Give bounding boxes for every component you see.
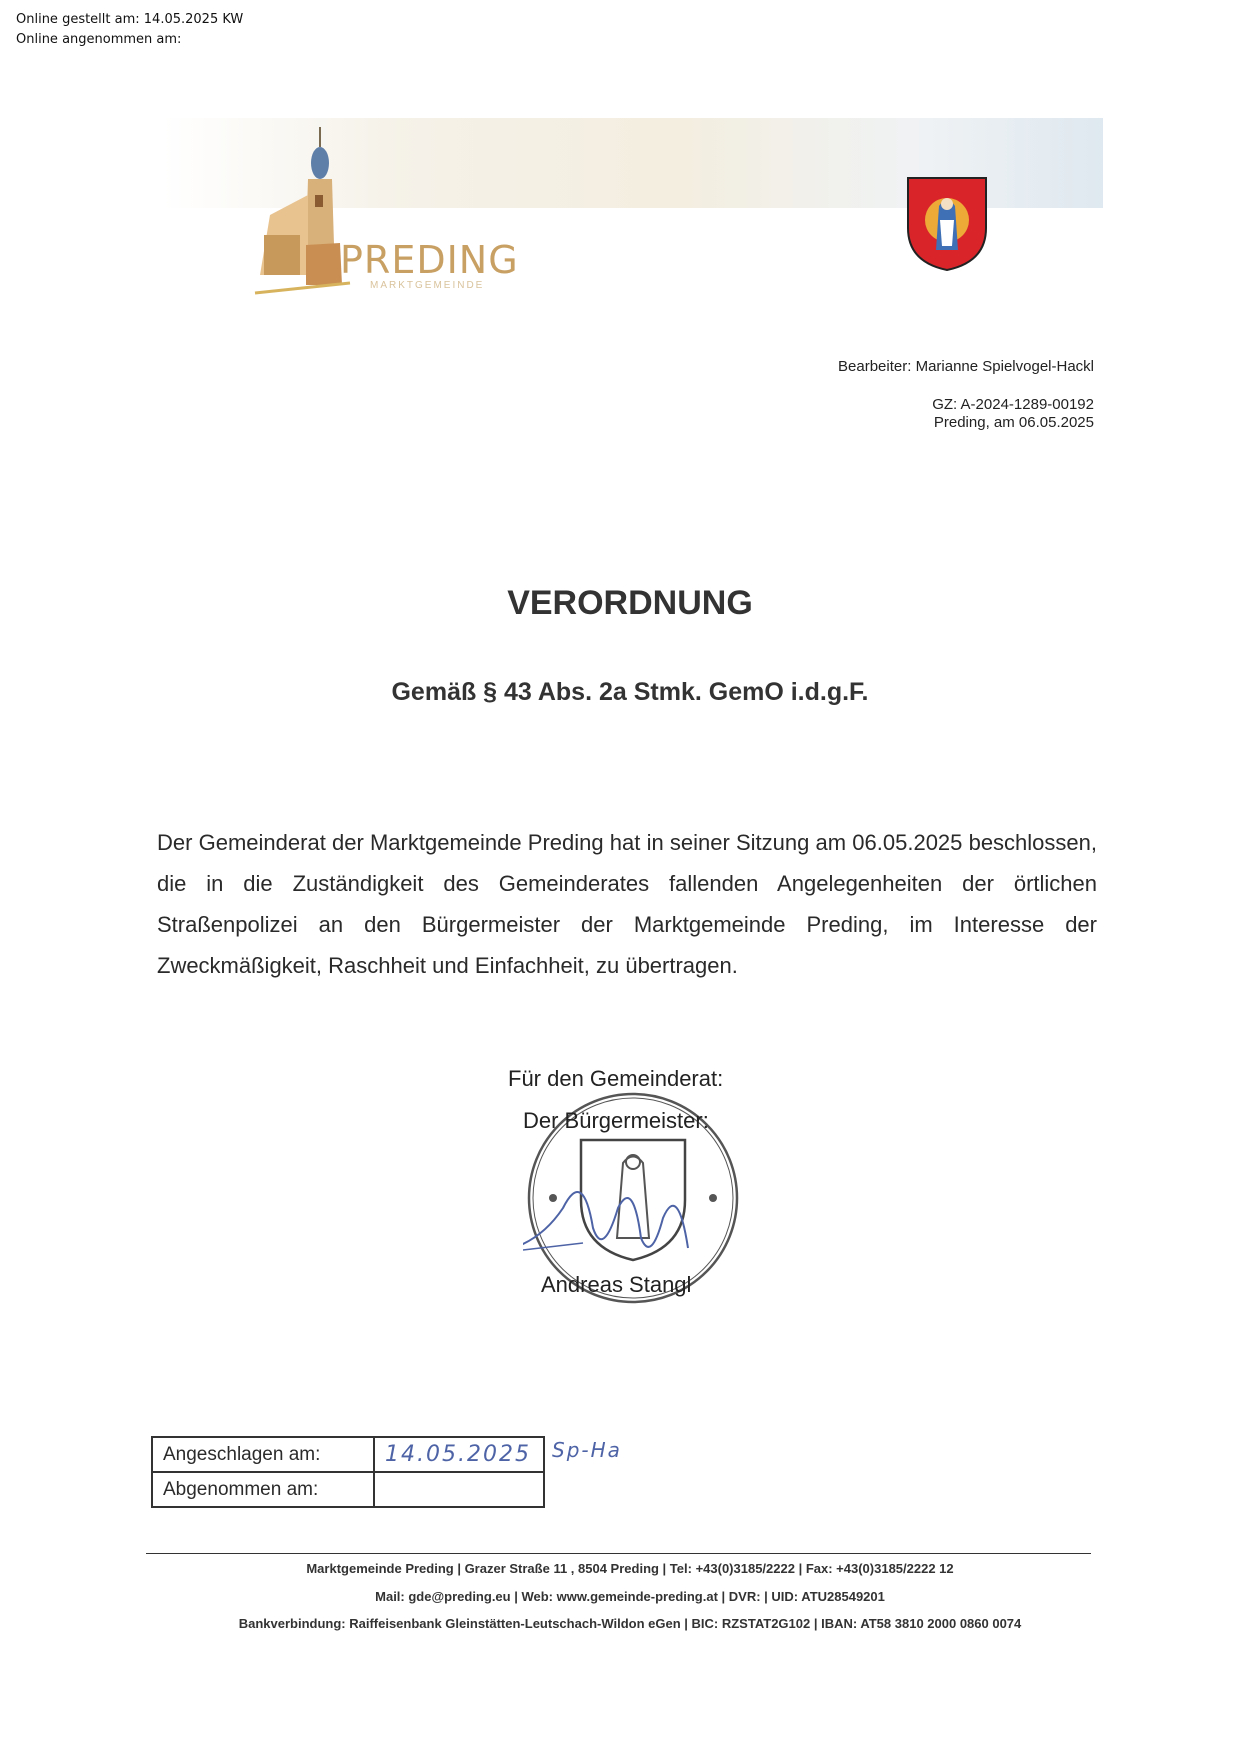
footer-contact: Mail: gde@preding.eu | Web: www.gemeinde-preding.at | DVR: | UID: ATU28549201 bbox=[375, 1589, 885, 1604]
logo-wordmark: PREDING bbox=[340, 238, 519, 282]
coat-of-arms-icon bbox=[906, 176, 988, 272]
table-row bbox=[152, 1472, 544, 1507]
online-posted-label: Online gestellt am: 14.05.2025 KW bbox=[16, 12, 244, 27]
posted-label: Angeschlagen am: bbox=[152, 1437, 374, 1472]
bearbeiter-label: Bearbeiter: Marianne Spielvogel-Hackl bbox=[838, 358, 1094, 375]
footer-bank: Bankverbindung: Raiffeisenbank Gleinstätten-Leutschach-Wildon eGen | BIC: RZSTAT2G102 | IBAN: AT58 3810 2000 0860 0074 bbox=[238, 1616, 1022, 1631]
posting-table bbox=[151, 1436, 545, 1508]
logo-subtitle: MARKTGEMEINDE bbox=[370, 280, 485, 291]
removed-label: Abgenommen am: bbox=[152, 1472, 374, 1507]
signature-line-mayor: Der Bürgermeister: bbox=[523, 1108, 709, 1133]
document-title: VERORDNUNG bbox=[507, 584, 753, 622]
posted-date-handwriting: 14.05.2025 bbox=[385, 1442, 531, 1467]
mayor-name: Andreas Stangl bbox=[541, 1272, 692, 1297]
place-date: Preding, am 06.05.2025 bbox=[933, 414, 1094, 431]
posted-date bbox=[374, 1437, 544, 1472]
initials-handwriting: Sp-Ha bbox=[552, 1438, 622, 1462]
online-accepted-label: Online angenommen am: bbox=[16, 32, 182, 47]
footer-address: Marktgemeinde Preding | Grazer Straße 11 , 8504 Preding | Tel: +43(0)3185/2222 | Fax: +43(0)3185/2222 12 bbox=[306, 1561, 954, 1576]
reference-number: GZ: A-2024-1289-00192 bbox=[932, 396, 1094, 413]
document-subtitle: Gemäß § 43 Abs. 2a Stmk. GemO i.d.g.F. bbox=[391, 678, 869, 706]
ordinance-text: Der Gemeinderat der Marktgemeinde Preding hat in seiner Sitzung am 06.05.2025 beschlossen, die in die Zuständigkeit des Gemeinderates fallenden Angelegenheiten der örtlichen Straßenpolizei an den Bürgermeister der Marktgemeinde Preding, im Interesse der Zweckmäßigkeit, Raschheit und Einfachheit, zu übertragen. bbox=[157, 830, 1097, 978]
signature-line-council: Für den Gemeinderat: bbox=[508, 1066, 724, 1091]
table-row bbox=[152, 1437, 544, 1472]
removed-date bbox=[374, 1472, 544, 1507]
footer-divider bbox=[146, 1553, 1091, 1554]
